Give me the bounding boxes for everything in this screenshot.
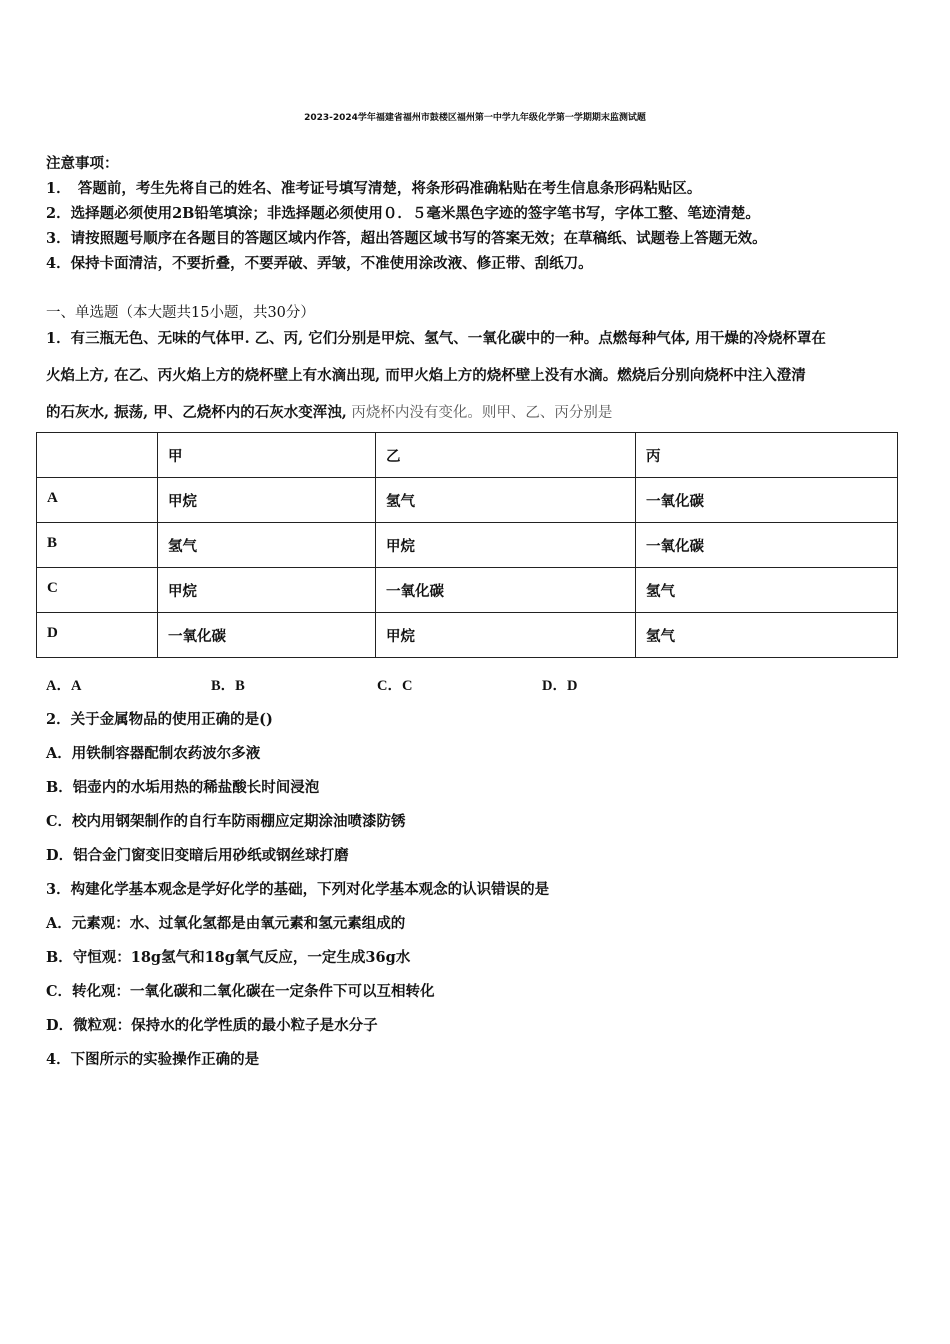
option-b[interactable]: B．守恒观：18g氢气和18g氧气反应，一定生成36g水 — [46, 949, 411, 966]
table-cell: 甲烷 — [376, 523, 636, 568]
table-cell: B — [37, 523, 158, 568]
option-d[interactable]: D．D — [542, 678, 578, 694]
table-row — [37, 523, 898, 568]
option-c[interactable]: C．C — [377, 678, 413, 694]
question-4-stem: 4．下图所示的实验操作正确的是 — [46, 1051, 260, 1068]
table-cell: 一氧化碳 — [636, 523, 898, 568]
table-cell: 一氧化碳 — [158, 613, 376, 658]
option-b[interactable]: B．B — [211, 678, 245, 694]
option-a[interactable]: A．A — [46, 678, 82, 694]
table-cell: 甲烷 — [158, 478, 376, 523]
option-c[interactable]: C．校内用钢架制作的自行车防雨棚应定期涂油喷漆防锈 — [46, 813, 406, 830]
table-cell: 氢气 — [376, 478, 636, 523]
table-cell: 一氧化碳 — [636, 478, 898, 523]
table-cell: A — [37, 478, 158, 523]
table-cell: 丙 — [636, 433, 898, 478]
table-cell: 氢气 — [636, 568, 898, 613]
option-d[interactable]: D．微粒观：保持水的化学性质的最小粒子是水分子 — [46, 1017, 378, 1034]
table-cell: 甲 — [158, 433, 376, 478]
question-2-stem: 2．关于金属物品的使用正确的是() — [46, 711, 273, 728]
notice-heading: 注意事项： — [46, 155, 119, 172]
notice-item: 2．选择题必须使用2B铅笔填涂；非选择题必须使用０．５毫米黑色字迹的签字笔书写，字体工整、笔迹清楚。 — [46, 205, 760, 222]
table-cell — [37, 433, 158, 478]
section-heading: 一、单选题（本大题共15小题，共30分） — [46, 305, 315, 321]
table-header-row — [37, 433, 898, 478]
table-cell: 氢气 — [636, 613, 898, 658]
table-cell: 乙 — [376, 433, 636, 478]
option-b[interactable]: B．铝壶内的水垢用热的稀盐酸长时间浸泡 — [46, 779, 320, 796]
table-cell: 一氧化碳 — [376, 568, 636, 613]
question-1-stem-part: 的石灰水, 振荡, 甲、乙烧杯内的石灰水变浑浊, — [46, 404, 347, 421]
table-cell: C — [37, 568, 158, 613]
question-3-stem: 3．构建化学基本观念是学好化学的基础，下列对化学基本观念的认识错误的是 — [46, 881, 550, 898]
option-a[interactable]: A．元素观：水、过氧化氢都是由氧元素和氢元素组成的 — [46, 915, 406, 932]
option-d[interactable]: D．铝合金门窗变旧变暗后用砂纸或钢丝球打磨 — [46, 847, 349, 864]
option-a[interactable]: A．用铁制容器配制农药波尔多液 — [46, 745, 261, 762]
question-1-stem: 火焰上方, 在乙、丙火焰上方的烧杯壁上有水滴出现, 而甲火焰上方的烧杯壁上没有水滴。燃烧后分别向烧杯中注入澄清 — [46, 367, 806, 384]
question-1-table — [36, 432, 898, 658]
question-1-stem: 1．有三瓶无色、无味的气体甲. 乙、丙, 它们分别是甲烷、氢气、一氧化碳中的一种。点燃每种气体, 用干燥的冷烧杯罩在 — [46, 330, 826, 347]
table-cell: 甲烷 — [158, 568, 376, 613]
question-1-stem-part: 丙烧杯内没有变化。则甲、乙、丙分别是 — [346, 405, 613, 421]
table-cell: D — [37, 613, 158, 658]
table-cell: 氢气 — [158, 523, 376, 568]
notice-item: 3．请按照题号顺序在各题目的答题区域内作答，超出答题区域书写的答案无效；在草稿纸、试题卷上答题无效。 — [46, 230, 767, 247]
option-c[interactable]: C．转化观：一氧化碳和二氧化碳在一定条件下可以互相转化 — [46, 983, 435, 1000]
notice-item: 1． 答题前，考生先将自己的姓名、准考证号填写清楚，将条形码准确粘贴在考生信息条形码粘贴区。 — [46, 180, 702, 197]
question-1-stem — [46, 401, 612, 422]
page-title: 2023-2024学年福建省福州市鼓楼区福州第一中学九年级化学第一学期期末监测试题 — [304, 113, 646, 123]
table-row — [37, 613, 898, 658]
table-row — [37, 568, 898, 613]
notice-item: 4．保持卡面清洁，不要折叠，不要弄破、弄皱，不准使用涂改液、修正带、刮纸刀。 — [46, 255, 593, 272]
table-cell: 甲烷 — [376, 613, 636, 658]
table-row — [37, 478, 898, 523]
